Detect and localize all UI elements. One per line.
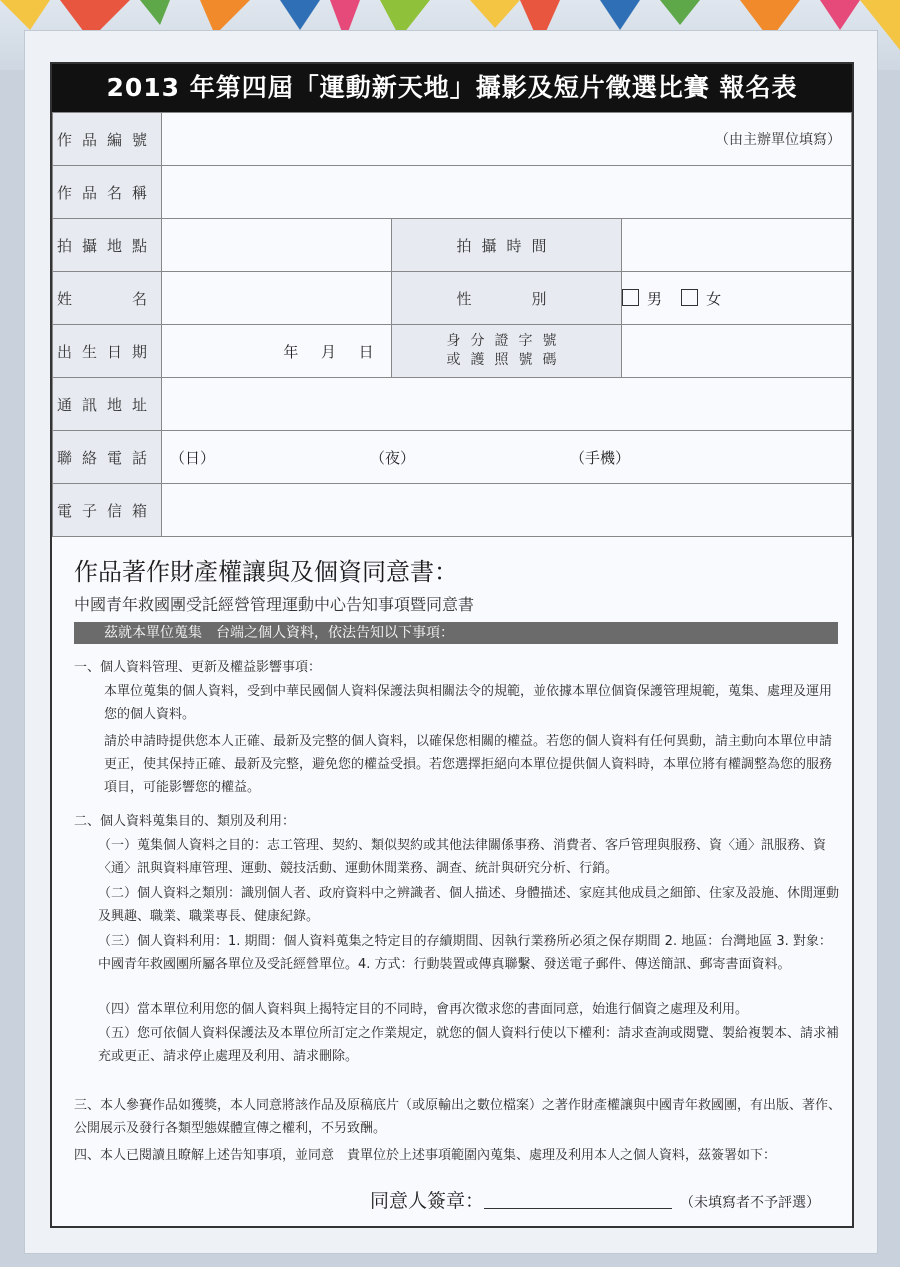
section2-item5: （五）您可依個人資料保護法及本單位所訂定之作業規定，就您的個人資料行使以下權利：請求查詢或閱覽、製給複製本、請求補充或更正、請求停止處理及利用、請求刪除。 [98,1026,840,1064]
work-id-label: 作品編號 [53,113,162,166]
name-field[interactable] [162,272,392,325]
registration-form [50,62,854,1228]
section2-item1: （一）蒐集個人資料之目的：志工管理、契約、類似契約或其他法律關係事務、消費者、客戶管理與服務、資〈通〉訊服務、資〈通〉訊與資料庫管理、運動、競技活動、運動休閒業務、調查、統計與研究分析、行銷。 [98,838,827,876]
shoot-time-field[interactable] [622,219,852,272]
id-label-line1: 身分證字號 [446,333,567,349]
location-label: 拍攝地點 [53,219,162,272]
male-checkbox[interactable] [622,289,639,306]
signature-line[interactable] [484,1190,672,1209]
registration-table [52,112,852,537]
consent-section [52,540,852,1226]
consent-bar: 茲就本單位蒐集 台端之個人資料，依法告知以下事項： [74,622,838,644]
year-label: 年 [283,342,299,361]
sign-note: （未填寫者不予評選） [680,1195,821,1211]
work-name-label: 作品名稱 [53,166,162,219]
month-label: 月 [320,342,336,361]
section4: 四、本人已閱讀且瞭解上述告知事項，並同意 貴單位於上述事項範圍內蒐集、處理及利用本人之個人資料，茲簽署如下： [74,1148,777,1163]
sign-label: 同意人簽章： [370,1190,485,1212]
signature-row [370,1186,820,1213]
work-id-note: （由主辦單位填寫） [715,132,841,148]
section2-heading: 二、個人資料蒐集目的、類別及利用： [74,814,296,829]
section2-item4: （四）當本單位利用您的個人資料與上揭特定目的不同時，會再次徵求您的書面同意，始進行個資之處理及利用。 [98,1002,749,1017]
female-label: 女 [706,289,722,308]
section3: 三、本人參賽作品如獲獎，本人同意將該作品及原稿底片（或原輸出之數位檔案）之著作財產權讓與中國青年救國團，有出版、著作、公開展示及發行各類型態媒體宣傳之權利，不另致酬。 [74,1098,842,1136]
address-field[interactable] [162,378,852,431]
birth-field[interactable] [162,325,392,378]
id-label [392,325,622,378]
consent-title: 作品著作財產權讓與及個資同意書： [74,558,458,586]
consent-subtitle: 中國青年救國團受託經營管理運動中心告知事項暨同意書 [74,595,475,614]
work-id-field[interactable] [162,113,852,166]
gender-options [622,272,852,325]
phone-day-label: （日） [170,449,216,467]
section2-item3: （三）個人資料利用：1. 期間：個人資料蒐集之特定目的存續期間、因執行業務所必須之保存期間 2. 地區：台灣地區 3. 對象：中國青年救國團所屬各單位及受託經營單位。4. 方式：行動裝置或傳真聯繫、發送電子郵件、傳送簡訊、郵寄書面資料。 [98,934,832,972]
phone-label: 聯絡電話 [53,431,162,484]
form-title: 2013 年第四屆「運動新天地」攝影及短片徵選比賽 報名表 [52,64,852,112]
email-label: 電子信箱 [53,484,162,537]
gender-label: 性 別 [392,272,622,325]
id-field[interactable] [622,325,852,378]
work-name-field[interactable] [162,166,852,219]
email-field[interactable] [162,484,852,537]
section2-item2: （二）個人資料之類別：識別個人者、政府資料中之辨識者、個人描述、身體描述、家庭其他成員之細節、住家及設施、休閒運動及興趣、職業、職業專長、健康紀錄。 [98,886,840,924]
section1-para1: 本單位蒐集的個人資料，受到中華民國個人資料保護法與相關法令的規範，並依據本單位個資保護管理規範，蒐集、處理及運用您的個人資料。 [104,684,833,722]
phone-night-label: （夜） [370,449,416,467]
male-label: 男 [647,289,663,308]
address-label: 通訊地址 [53,378,162,431]
id-label-line2: 或護照號碼 [446,352,567,368]
day-label: 日 [358,342,374,361]
location-field[interactable] [162,219,392,272]
female-checkbox[interactable] [681,289,698,306]
section1-para2: 請於申請時提供您本人正確、最新及完整的個人資料，以確保您相關的權益。若您的個人資料有任何異動，請主動向本單位申請更正，使其保持正確、最新及完整，避免您的權益受損。若您選擇拒絕向本單位提供個人資料時，本單位將有權調整為您的服務項目，可能影響您的權益。 [104,734,833,795]
name-label: 姓 名 [53,272,162,325]
phone-field[interactable] [162,431,852,484]
phone-mobile-label: （手機） [570,449,631,467]
birth-label: 出生日期 [53,325,162,378]
section1-heading: 一、個人資料管理、更新及權益影響事項： [74,660,322,675]
shoot-time-label: 拍攝時間 [392,219,622,272]
